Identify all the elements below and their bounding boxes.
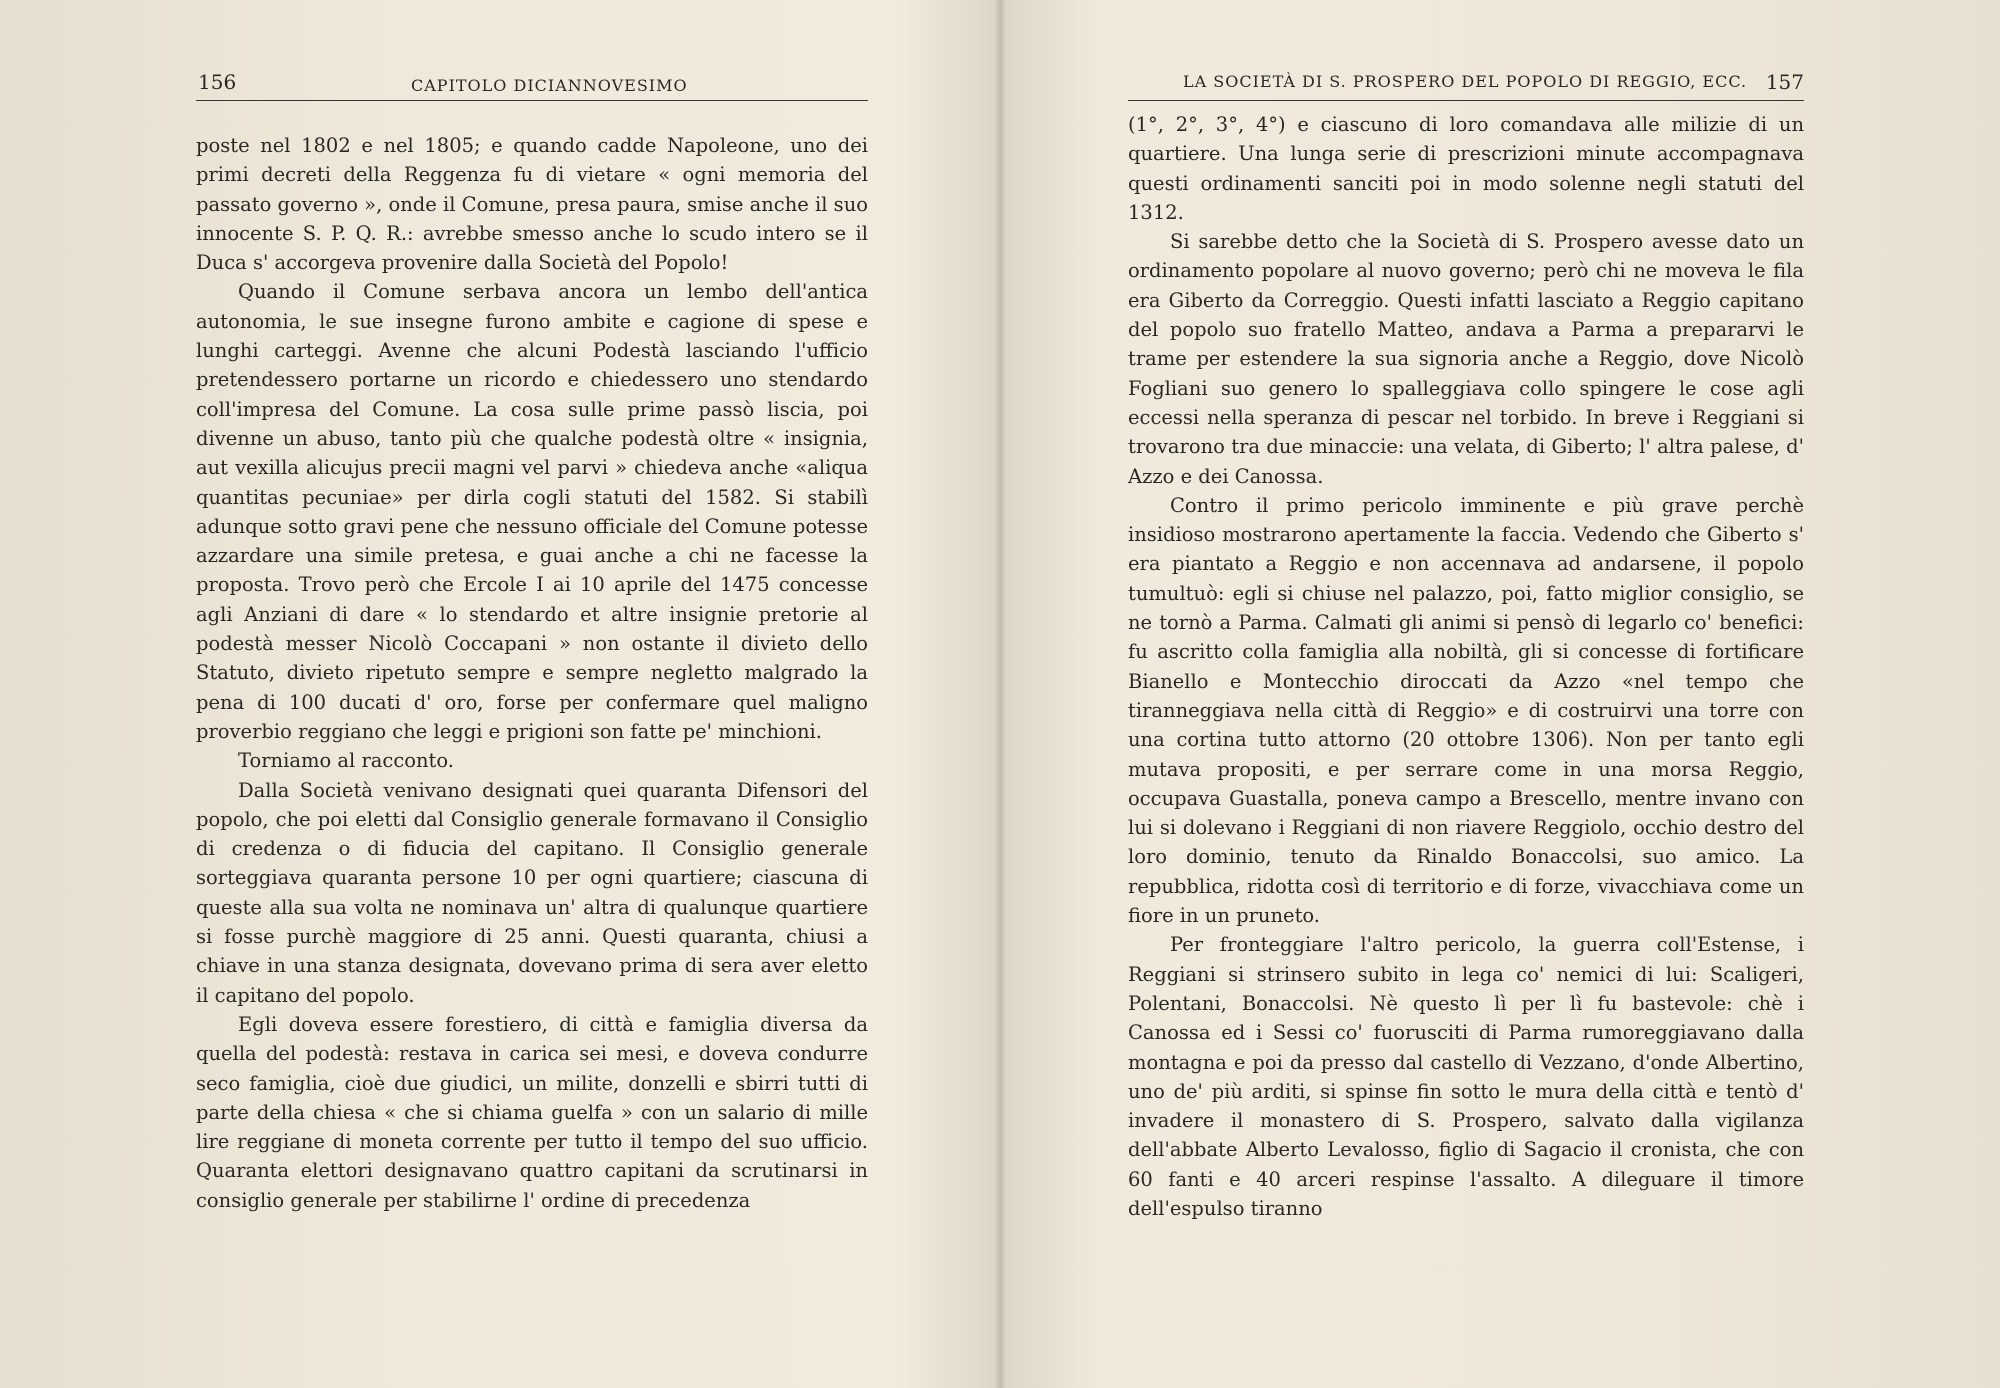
paragraph: Contro il primo pericolo imminente e più grave perchè insidioso mostrarono apertamente la faccia. Vedendo che Giberto s' era piantato a Reggio e non accennava ad andarsene, il popolo tumultuò: egli si chiuse nel palazzo, poi, fatto miglior consiglio, se ne tornò a Parma. Calmati gli animi si pensò di legarlo co' benefici: fu ascritto colla famiglia alla nobiltà, gli si concesse di fortificare Bianello e Montecchio diroccati da Azzo «nel tempo che tiranneggiava nella città di Reggio» e di costruirvi una torre con una cortina tutto attorno (20 ottobre 1306). Non per tanto egli mutava propositi, e per serrare come in una morsa Reggio, occupava Guastalla, poneva campo a Brescello, mentre invano con lui si dolevano i Reggiani di non riavere Reggiolo, occhio destro del loro dominio, tenuto da Rinaldo Bonaccolsi, suo amico. La repubblica, ridotta così di territorio e di forze, vivacchiava come un fiore in un pruneto. — [1128, 493, 1804, 928]
paragraph: Torniamo al racconto. — [238, 749, 454, 773]
left-page-number: 156 — [198, 70, 237, 94]
paragraph: Si sarebbe detto che la Società di S. Prospero avesse dato un ordinamento popolare al nuovo governo; però chi ne moveva le fila era Giberto da Correggio. Questi infatti lasciato a Reggio capitano del popolo suo fratello Matteo, andava a Parma a prepararvi le trame per estendere la sua signoria anche a Reggio, dove Nicolò Fogliani suo genero lo spalleggiava collo spingere le cose agli eccessi nella speranza di pescar nel torbido. In breve i Reggiani si trovarono tra due minaccie: una velata, di Giberto; l' altra palese, d' Azzo e dei Canossa. — [1128, 230, 1804, 488]
left-running-head — [196, 66, 868, 101]
paragraph: Per fronteggiare l'altro pericolo, la guerra coll'Estense, i Reggiani si strinsero subito in lega co' nemici di lui: Scaligeri, Polentani, Bonaccolsi. Nè questo lì per lì fu bastevole: chè i Canossa ed i Sessi co' fuorusciti di Parma rumoreggiavano dalla montagna e poi da presso dal castello di Vezzano, d'onde Albertino, uno de' più arditi, si spinse fin sotto le mura della città e tentò d' invadere il monastero di S. Prospero, salvato dalla vigilanza dell'abbate Alberto Levalosso, figlio di Sagacio il cronista, che con 60 fanti e 40 arceri respinse l'assalto. A dileguare il timore dell'espulso tiranno — [1128, 933, 1804, 1220]
paragraph: Quando il Comune serbava ancora un lembo dell'antica autonomia, le sue insegne furono ambite e cagione di spese e lunghi carteggi. Avenne che alcuni Podestà lasciando l'ufficio pretendessero portarne un ricordo e chiedessero uno stendardo coll'impresa del Comune. La cosa sulle prime passò liscia, poi divenne un abuso, tanto più che qualche podestà oltre « insignia, aut vexilla alicujus precii magni vel parvi » chiedeva anche «aliqua quantitas pecuniae» per dirla cogli statuti del 1582. Si stabilì adunque sotto gravi pene che nessuno officiale del Comune potesse azzardare una simile pretesa, e guai anche a chi ne facesse la proposta. Trovo però che Ercole I ai 10 aprile del 1475 concesse agli Anziani di dare « lo stendardo et altre insignie pretorie al podestà messer Nicolò Coccapani » non ostante il divieto dello Statuto, divieto ripetuto sempre e sempre negletto malgrado la pena di 100 ducati d' oro, forse per confermare quel maligno proverbio reggiano che leggi e prigioni son fatte pe' minchioni. — [196, 280, 868, 743]
right-page-number: 157 — [1765, 70, 1804, 94]
paragraph: Egli doveva essere forestiero, di città e famiglia diversa da quella del podestà: restava in carica sei mesi, e doveva condurre seco famiglia, cioè due giudici, un milite, donzelli e sbirri tutti di parte della chiesa « che si chiama guelfa » con un salario di mille lire reggiane di moneta corrente per tutto il tempo del suo ufficio. Quaranta elettori designavano quattro capitani da scrutinarsi in consiglio generale per stabilirne l' ordine di precedenza — [196, 1012, 868, 1212]
paragraph: poste nel 1802 e nel 1805; e quando cadde Napoleone, uno dei primi decreti della Reggenza fu di vietare « ogni memoria del passato governo », onde il Comune, presa paura, smise anche il suo innocente S. P. Q. R.: avrebbe smesso anche lo scudo intero se il Duca s' accorgeva provenire dalla Società del Popolo! — [196, 134, 868, 275]
right-page-body — [1128, 110, 1804, 1223]
paragraph: (1°, 2°, 3°, 4°) e ciascuno di loro comandava alle milizie di un quartiere. Una lunga serie di prescrizioni minute accompagnava questi ordinamenti sanciti poi in modo solenne negli statuti del 1312. — [1128, 113, 1804, 224]
right-page — [1128, 0, 1804, 1388]
right-running-head — [1128, 66, 1804, 101]
paragraph: Dalla Società venivano designati quei quaranta Difensori del popolo, che poi eletti dal Consiglio generale formavano il Consiglio di credenza o di fiducia del capitano. Il Consiglio generale sorteggiava quaranta persone 10 per ogni quartiere; ciascuna di queste alla sua volta ne nominava un' altra di qualunque quartiere si fosse purchè maggiore di 25 anni. Questi quaranta, chiusi a chiave in una stanza designata, dovevano prima di sera aver eletto il capitano del popolo. — [196, 778, 868, 1007]
left-running-title: CAPITOLO DICIANNOVESIMO — [411, 76, 688, 95]
book-gutter — [994, 0, 1006, 1388]
right-running-title: LA SOCIETÀ DI S. PROSPERO DEL POPOLO DI REGGIO, ECC. — [1183, 72, 1748, 91]
left-page-body — [196, 131, 868, 1215]
left-page — [196, 0, 868, 1388]
